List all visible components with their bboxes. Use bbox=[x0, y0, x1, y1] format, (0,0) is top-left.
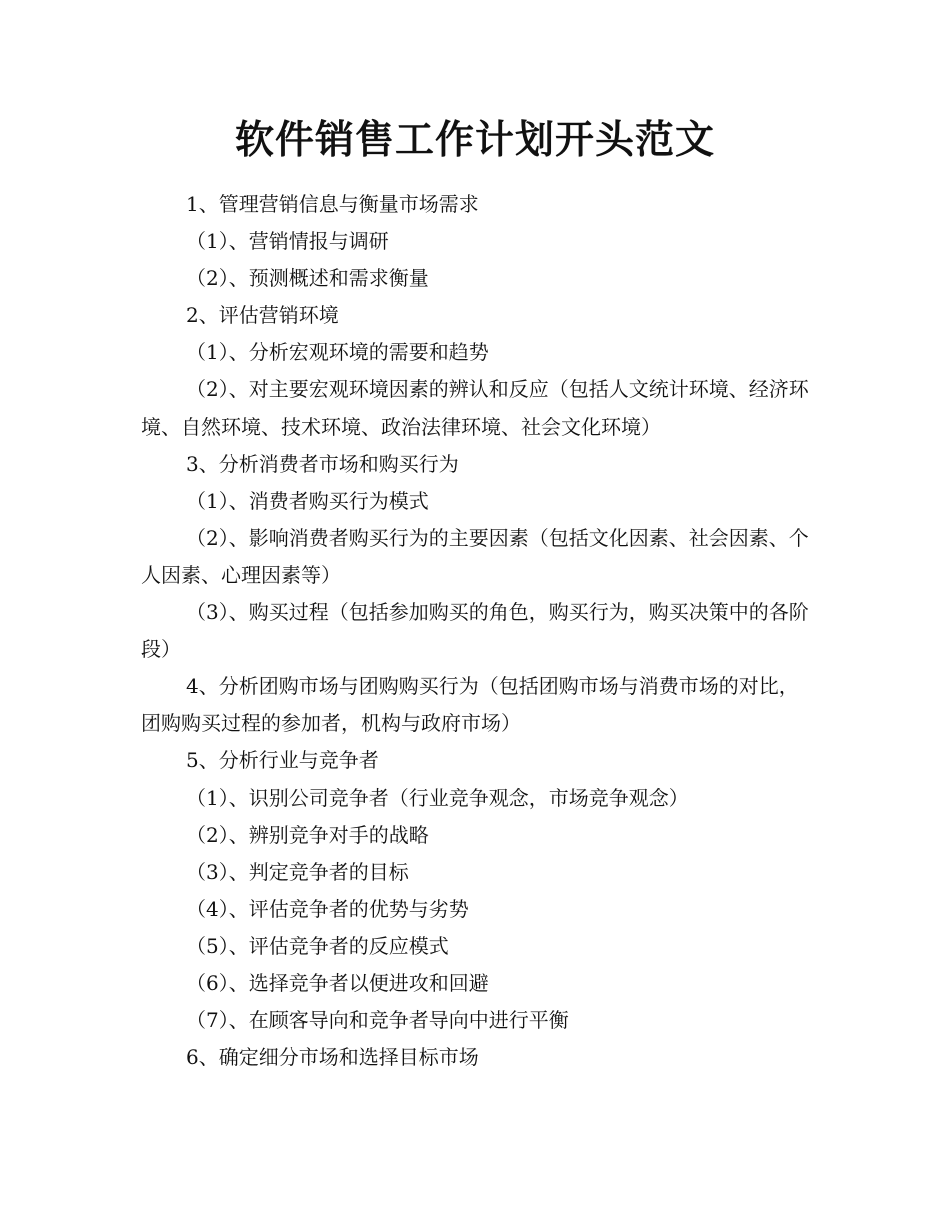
paragraph-1-2: （2）、预测概述和需求衡量 bbox=[186, 266, 429, 291]
paragraph-2-2: （2）、对主要宏观环境因素的辨认和反应（包括人文统计环境、经济环境、自然环境、技术环境、政治法律环境、社会文化环境） bbox=[141, 377, 809, 439]
paragraph-5-6: （6）、选择竞争者以便进攻和回避 bbox=[186, 970, 489, 995]
paragraph-6: 6、确定细分市场和选择目标市场 bbox=[186, 1045, 479, 1070]
document-body bbox=[141, 186, 816, 1076]
paragraph-5-5: （5）、评估竞争者的反应模式 bbox=[186, 933, 449, 958]
paragraph-5-7: （7）、在顾客导向和竞争者导向中进行平衡 bbox=[186, 1008, 569, 1033]
paragraph-2-1: （1）、分析宏观环境的需要和趋势 bbox=[186, 340, 489, 365]
paragraph-2: 2、评估营销环境 bbox=[186, 303, 339, 328]
paragraph-5-4: （4）、评估竞争者的优势与劣势 bbox=[186, 896, 469, 921]
paragraph-3-1: （1）、消费者购买行为模式 bbox=[186, 488, 429, 513]
paragraph-4: 4、分析团购市场与团购购买行为（包括团购市场与消费市场的对比，团购购买过程的参加者，机构与政府市场） bbox=[141, 674, 799, 736]
paragraph-3-3: （3）、购买过程（包括参加购买的角色，购买行为，购买决策中的各阶段） bbox=[141, 600, 809, 662]
paragraph-5-1: （1）、识别公司竞争者（行业竞争观念，市场竞争观念） bbox=[186, 785, 689, 810]
paragraph-1-1: （1）、营销情报与调研 bbox=[186, 229, 389, 254]
document-title: 软件销售工作计划开头范文 bbox=[234, 117, 715, 163]
paragraph-3-2: （2）、影响消费者购买行为的主要因素（包括文化因素、社会因素、个人因素、心理因素等） bbox=[141, 525, 809, 587]
paragraph-5: 5、分析行业与竞争者 bbox=[186, 748, 379, 773]
paragraph-5-2: （2）、辨别竞争对手的战略 bbox=[186, 822, 429, 847]
paragraph-5-3: （3）、判定竞争者的目标 bbox=[186, 859, 409, 884]
paragraph-3: 3、分析消费者市场和购买行为 bbox=[186, 451, 459, 476]
paragraph-1: 1、管理营销信息与衡量市场需求 bbox=[186, 192, 479, 216]
